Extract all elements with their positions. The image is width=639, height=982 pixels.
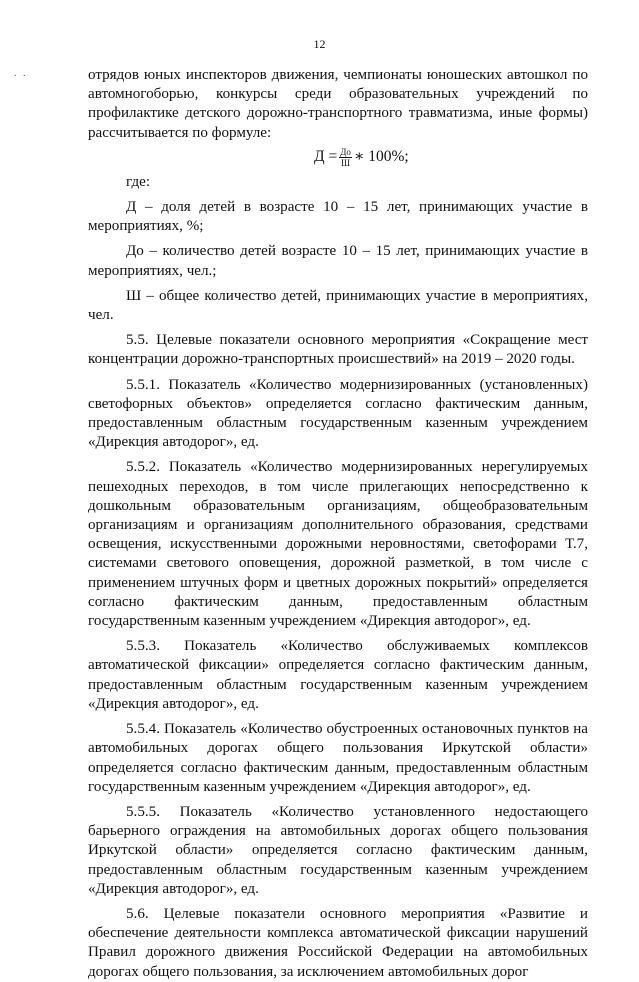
paragraph-5-5: 5.5. Целевые показатели основного мероприятия «Сокращение мест концентрации дорожно-транспортных происшествий» на 2019 – 2020 годы. <box>88 332 588 368</box>
formula-numerator: До <box>340 146 351 157</box>
formula-lhs: Д <box>314 147 325 165</box>
formula-rhs: ∗ 100%; <box>353 147 409 165</box>
paragraph-continuation: отрядов юных инспекторов движения, чемпионаты юношеских автошкол по автомногоборью, конкурсы среди образовательных учреждений по профилактике детского дорожно-транспортного травматизма, иные формы) рассчитывается по формуле: <box>88 67 588 141</box>
paragraph-5-5-1: 5.5.1. Показатель «Количество модернизированных (установленных) светофорных объектов» определяется согласно фактическим данным, предоставленным областным государственным казенным учреждением «Дирекция автодорог», ед. <box>88 376 588 451</box>
paragraph-5-5-5: 5.5.5. Показатель «Количество установленного недостающего барьерного ограждения на автомобильных дорогах общего пользования Иркутской области» определяется согласно фактическим данным, предоставленным областным государственным казенным учреждением «Дирекция автодорог», ед. <box>88 803 588 897</box>
document-body <box>88 66 588 982</box>
formula-equals: = <box>328 147 338 165</box>
paragraph-definition-sh: Ш – общее количество детей, принимающих участие в мероприятиях, чел. <box>88 287 588 324</box>
paragraph-where: где: <box>126 173 151 190</box>
paragraph-5-6: 5.6. Целевые показатели основного мероприятия «Развитие и обеспечение деятельности комплекса автоматической фиксации нарушений Правил дорожного движения Российской Федерации на автомобильных дорогах общего пользования, за исключением автомобильных дорог <box>88 905 588 980</box>
formula <box>88 145 588 169</box>
formula-denominator: Ш <box>340 157 351 168</box>
paragraph-definition-d: Д – доля детей в возрасте 10 – 15 лет, принимающих участие в мероприятиях, %; <box>88 199 588 235</box>
page-number: 12 <box>313 37 326 51</box>
paragraph-5-5-3: 5.5.3. Показатель «Количество обслуживаемых комплексов автоматической фиксации» определяется согласно фактическим данным, предоставленным областным государственным казенным учреждением «Дирекция автодорог», ед. <box>88 638 588 712</box>
formula-fraction <box>339 147 352 168</box>
scan-corner-mark: . . <box>14 68 28 79</box>
paragraph-5-5-2: 5.5.2. Показатель «Количество модернизированных нерегулируемых пешеходных переходов, в том числе прилегающих непосредственно к дошкольным образовательным организациям, общеобразовательным организациям и организациям дополнительного образования, средствами освещения, искусственными дорожными неровностями, светофорами Т.7, системами светового оповещения, дорожной разметкой, в том числе с применением штучных форм и цветных дорожных покрытий» определяется согласно фактическим данным, предоставленным областным государственным казенным учреждением «Дирекция автодорог», ед. <box>88 459 588 630</box>
paragraph-5-5-4: 5.5.4. Показатель «Количество обустроенных остановочных пунктов на автомобильных дорогах общего пользования Иркутской области» определяется согласно фактическим данным, предоставленным областным государственным казенным учреждением «Дирекция автодорог», ед. <box>88 721 588 795</box>
paragraph-definition-do: До – количество детей возрасте 10 – 15 лет, принимающих участие в мероприятиях, чел.; <box>88 243 588 279</box>
